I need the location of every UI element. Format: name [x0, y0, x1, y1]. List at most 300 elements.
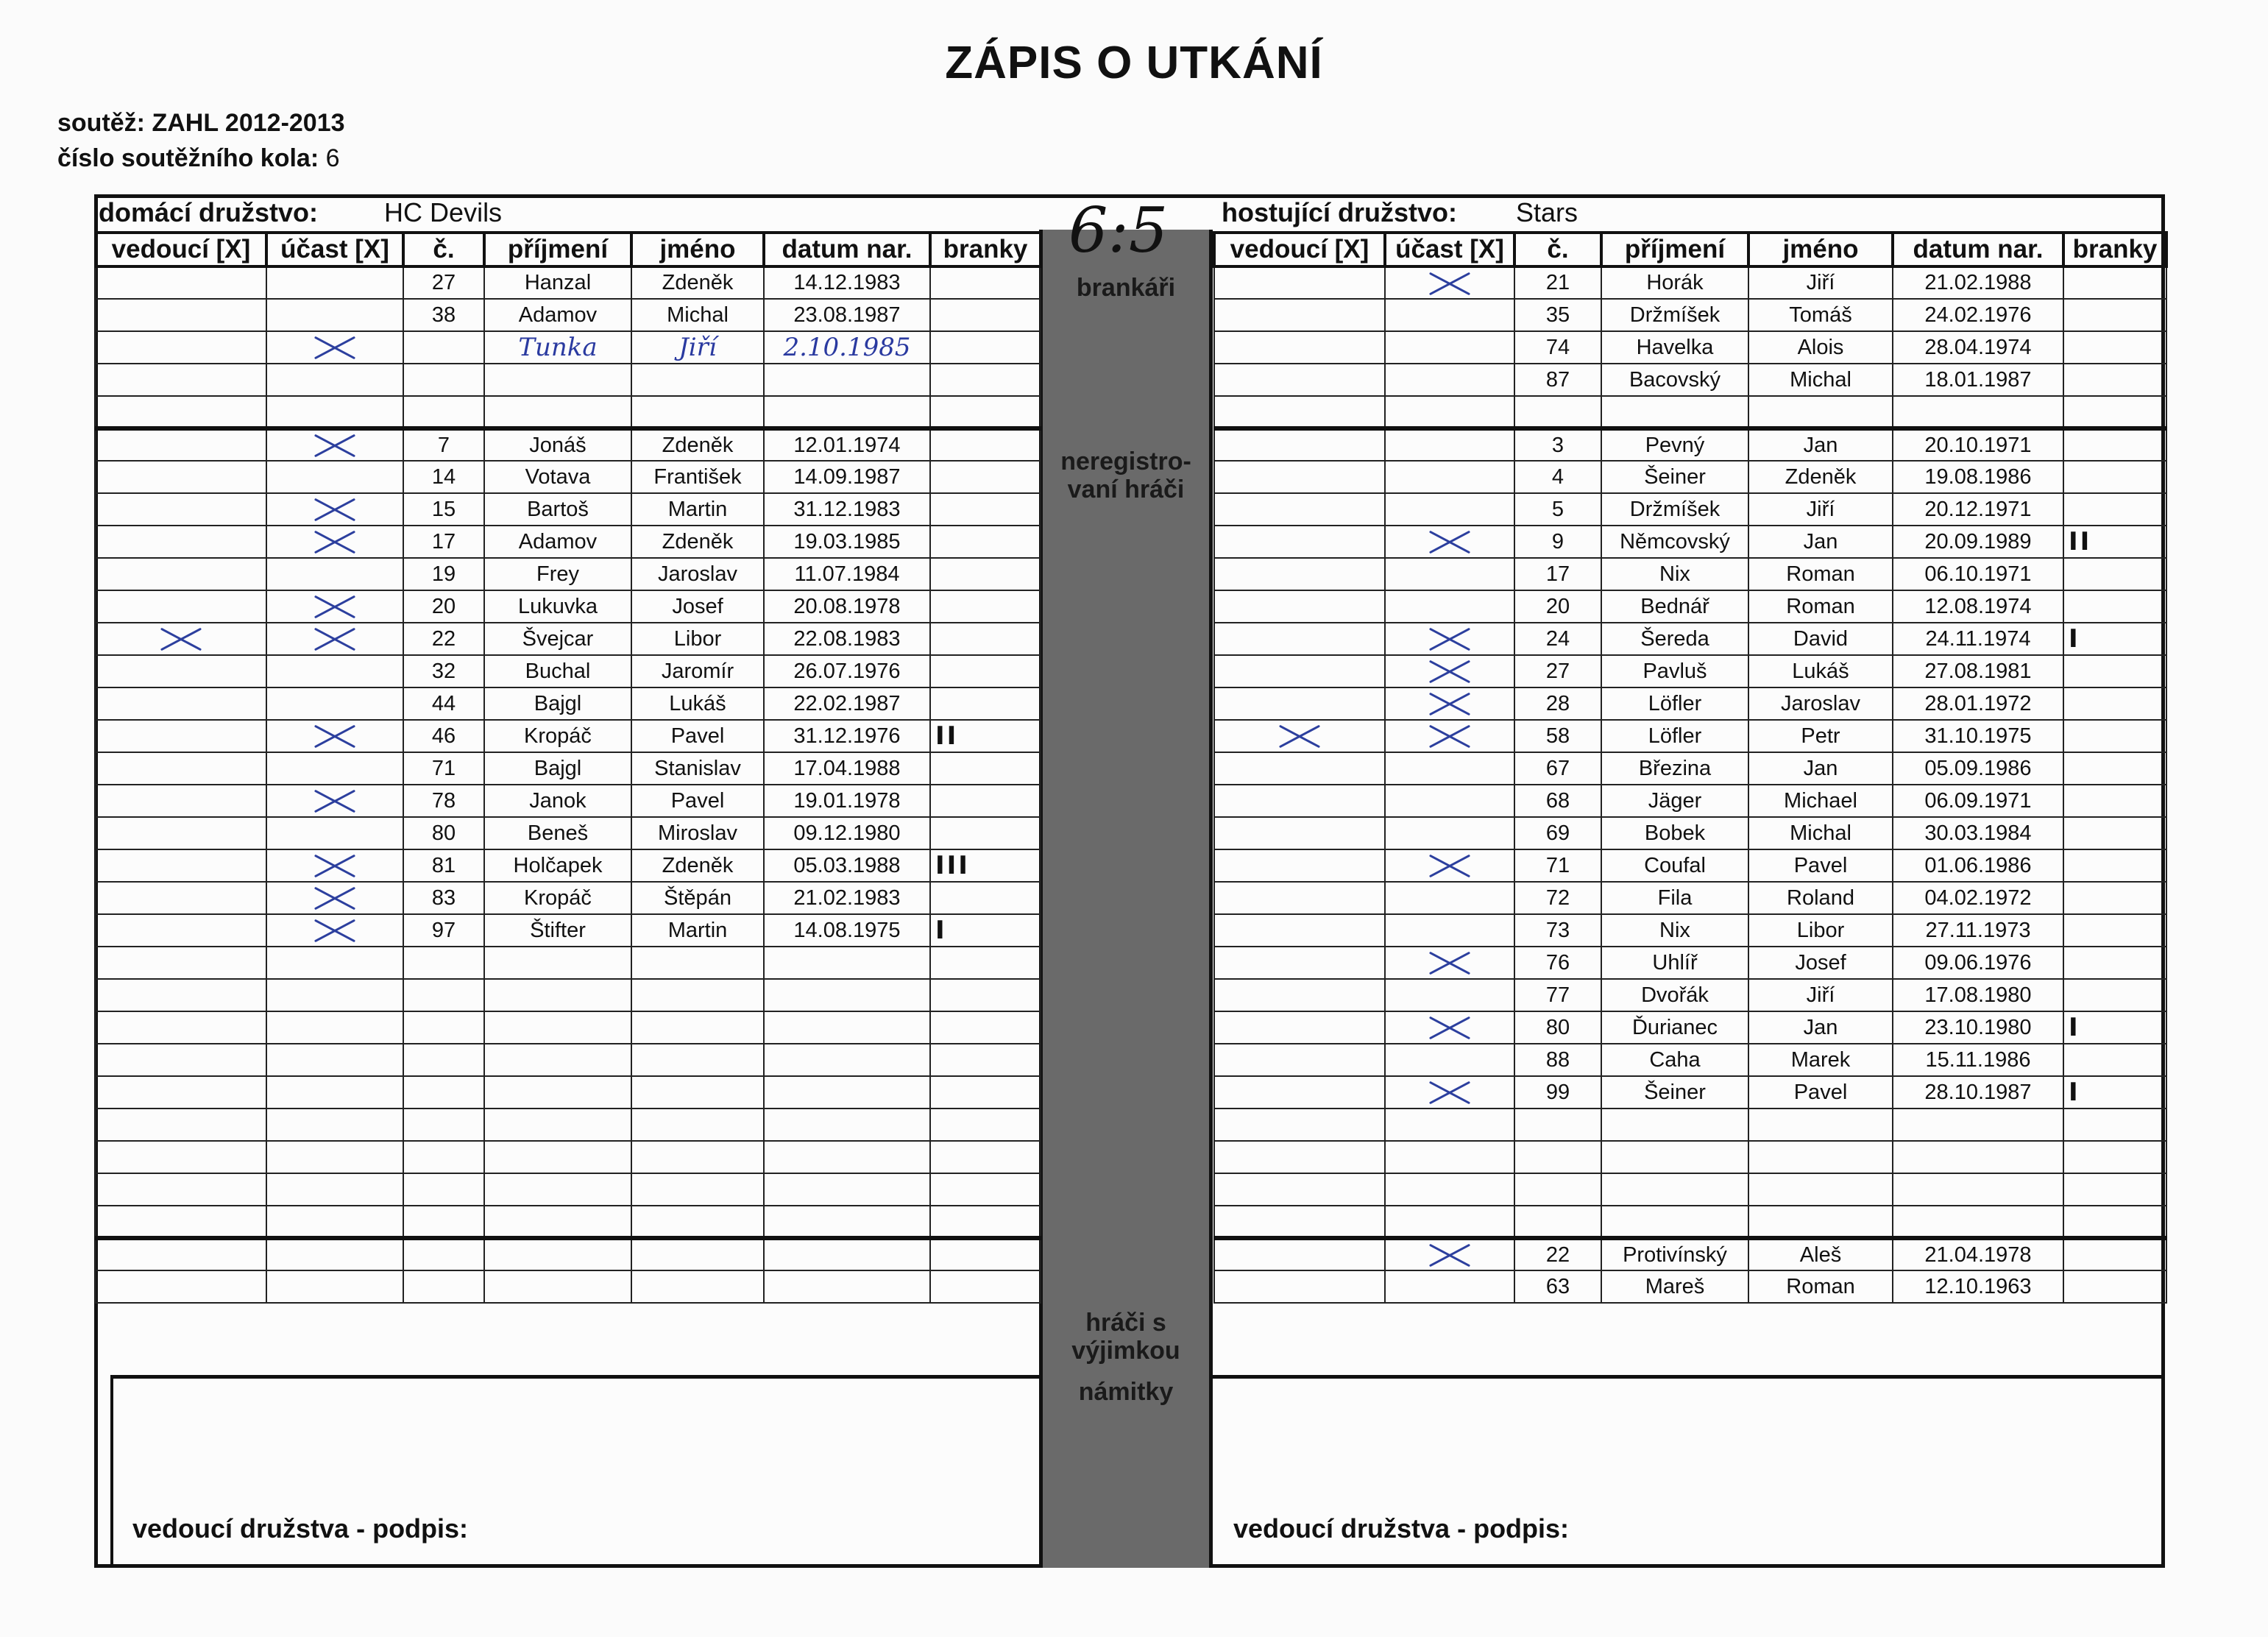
away-cell-att[interactable] [1385, 655, 1514, 687]
away-cell-goals[interactable] [2063, 882, 2166, 914]
home-cell-goals[interactable] [930, 1238, 1041, 1270]
away-cell-goals[interactable] [2063, 1238, 2166, 1270]
home-cell-cap[interactable] [96, 817, 266, 849]
home-cell-first [631, 1238, 764, 1270]
away-cell-att[interactable] [1385, 299, 1514, 331]
table-row [1214, 979, 2166, 1011]
away-cell-num [1514, 1238, 1601, 1270]
away-num-text: 77 [1545, 983, 1570, 1007]
away-cell-att[interactable] [1385, 493, 1514, 526]
home-cell-first [631, 849, 764, 882]
away-cell-att[interactable] [1385, 1109, 1514, 1141]
away-cell-goals[interactable] [2063, 493, 2166, 526]
away-cell-att[interactable] [1385, 849, 1514, 882]
home-last-text: Bartoš [527, 497, 589, 521]
table-row [96, 1238, 1041, 1270]
away-cell-last [1601, 1238, 1748, 1270]
home-cell-goals[interactable] [930, 914, 1041, 947]
away-cell-goals[interactable] [2063, 1109, 2166, 1141]
away-cell-cap[interactable] [1214, 331, 1385, 364]
table-row [96, 687, 1041, 720]
away-cell-cap[interactable] [1214, 655, 1385, 687]
table-row [1214, 558, 2166, 590]
away-first-text: Jaroslav [1781, 691, 1860, 715]
home-cell-cap[interactable] [96, 1044, 266, 1076]
home-cell-att[interactable] [266, 623, 403, 655]
away-cell-att[interactable] [1385, 623, 1514, 655]
home-first-text: František [653, 464, 742, 489]
home-cell-first [631, 1173, 764, 1206]
home-cell-att[interactable] [266, 1173, 403, 1206]
table-row [96, 396, 1041, 428]
home-last-text: Adamov [518, 529, 598, 554]
check-mark-icon [309, 626, 361, 652]
away-cell-goals[interactable] [2063, 558, 2166, 590]
away-cell-att[interactable] [1385, 558, 1514, 590]
home-cell-num [403, 817, 484, 849]
away-cell-cap[interactable] [1214, 687, 1385, 720]
home-cell-att[interactable] [266, 331, 403, 364]
away-cell-att[interactable] [1385, 947, 1514, 979]
home-cell-att[interactable] [266, 428, 403, 461]
home-cell-cap[interactable] [96, 1076, 266, 1109]
home-first-text: Miroslav [658, 821, 737, 845]
home-header-5: datum nar. [764, 233, 930, 266]
home-cell-goals[interactable] [930, 526, 1041, 558]
away-cell-cap[interactable] [1214, 1011, 1385, 1044]
away-cell-cap[interactable] [1214, 1238, 1385, 1270]
home-cell-att[interactable] [266, 1044, 403, 1076]
away-cell-cap[interactable] [1214, 817, 1385, 849]
home-dob-text: 12.01.1974 [793, 433, 901, 457]
away-cell-last [1601, 882, 1748, 914]
away-cell-num [1514, 1141, 1601, 1173]
home-cell-cap[interactable] [96, 331, 266, 364]
away-cell-num [1514, 558, 1601, 590]
home-cell-att[interactable] [266, 720, 403, 752]
home-cell-att[interactable] [266, 1076, 403, 1109]
away-cell-goals[interactable] [2063, 364, 2166, 396]
home-cell-first [631, 493, 764, 526]
away-cell-dob [1893, 1076, 2063, 1109]
home-cell-cap[interactable] [96, 849, 266, 882]
away-cell-cap[interactable] [1214, 752, 1385, 785]
away-cell-goals[interactable] [2063, 526, 2166, 558]
home-cell-att[interactable] [266, 1206, 403, 1238]
home-cell-goals[interactable] [930, 461, 1041, 493]
home-cell-goals[interactable] [930, 493, 1041, 526]
away-cell-goals[interactable] [2063, 590, 2166, 623]
home-cell-cap[interactable] [96, 1173, 266, 1206]
table-row [1214, 1238, 2166, 1270]
away-cell-att[interactable] [1385, 1270, 1514, 1303]
away-cell-att[interactable] [1385, 687, 1514, 720]
away-cell-goals[interactable] [2063, 1270, 2166, 1303]
home-cell-cap[interactable] [96, 266, 266, 299]
home-cell-first [631, 299, 764, 331]
check-mark-icon [309, 496, 361, 523]
home-cell-att[interactable] [266, 979, 403, 1011]
away-cell-cap[interactable] [1214, 947, 1385, 979]
away-cell-first [1748, 299, 1893, 331]
away-cell-goals[interactable] [2063, 266, 2166, 299]
away-cell-dob [1893, 655, 2063, 687]
home-cell-att[interactable] [266, 1011, 403, 1044]
table-row [1214, 461, 2166, 493]
home-cell-cap[interactable] [96, 1011, 266, 1044]
home-cell-cap[interactable] [96, 785, 266, 817]
away-num-text: 35 [1545, 303, 1570, 327]
home-first-text: Martin [667, 497, 728, 521]
away-cell-goals[interactable] [2063, 914, 2166, 947]
table-row [1214, 299, 2166, 331]
home-cell-num [403, 720, 484, 752]
home-cell-goals[interactable] [930, 1173, 1041, 1206]
table-row [96, 720, 1041, 752]
away-cell-dob [1893, 461, 2063, 493]
away-cell-att[interactable] [1385, 817, 1514, 849]
home-cell-goals[interactable] [930, 1044, 1041, 1076]
home-cell-att[interactable] [266, 655, 403, 687]
away-dob-text: 20.10.1971 [1924, 433, 2032, 457]
away-cell-first [1748, 655, 1893, 687]
away-first-text: Aleš [1799, 1242, 1842, 1267]
away-cell-att[interactable] [1385, 1076, 1514, 1109]
home-cell-att[interactable] [266, 882, 403, 914]
away-cell-att[interactable] [1385, 1141, 1514, 1173]
away-cell-goals[interactable] [2063, 1076, 2166, 1109]
away-cell-att[interactable] [1385, 979, 1514, 1011]
away-dob-text: 04.02.1972 [1924, 885, 2032, 910]
home-num-text: 80 [431, 821, 456, 845]
away-cell-att[interactable] [1385, 461, 1514, 493]
away-cell-att[interactable] [1385, 590, 1514, 623]
home-cell-goals[interactable] [930, 687, 1041, 720]
away-cell-cap[interactable] [1214, 461, 1385, 493]
home-cell-att[interactable] [266, 817, 403, 849]
home-cell-first [631, 590, 764, 623]
home-first-text: Zdeněk [662, 433, 734, 457]
check-mark-icon [155, 626, 207, 652]
home-cell-cap[interactable] [96, 461, 266, 493]
away-cell-num [1514, 1109, 1601, 1141]
away-cell-cap[interactable] [1214, 526, 1385, 558]
home-cell-cap[interactable] [96, 1206, 266, 1238]
away-cell-att[interactable] [1385, 785, 1514, 817]
home-cell-cap[interactable] [96, 364, 266, 396]
home-cell-goals[interactable] [930, 849, 1041, 882]
away-last-text: Havelka [1636, 335, 1714, 359]
home-cell-dob [764, 1270, 930, 1303]
away-cell-cap[interactable] [1214, 882, 1385, 914]
home-cell-dob [764, 817, 930, 849]
away-cell-cap[interactable] [1214, 1109, 1385, 1141]
away-cell-att[interactable] [1385, 1238, 1514, 1270]
home-num-text: 78 [431, 788, 456, 813]
away-cell-cap[interactable] [1214, 493, 1385, 526]
home-cell-goals[interactable] [930, 882, 1041, 914]
home-dob-text: 22.02.1987 [793, 691, 901, 715]
home-cell-att[interactable] [266, 849, 403, 882]
away-cell-cap[interactable] [1214, 1173, 1385, 1206]
home-cell-goals[interactable] [930, 1076, 1041, 1109]
home-num-text: 7 [437, 433, 450, 457]
away-cell-goals[interactable] [2063, 720, 2166, 752]
away-cell-att[interactable] [1385, 1206, 1514, 1238]
away-cell-att[interactable] [1385, 1044, 1514, 1076]
home-cell-cap[interactable] [96, 428, 266, 461]
away-cell-cap[interactable] [1214, 720, 1385, 752]
away-num-text: 17 [1545, 562, 1570, 586]
away-num-text: 88 [1545, 1047, 1570, 1072]
away-cell-goals[interactable] [2063, 1044, 2166, 1076]
home-cell-cap[interactable] [96, 882, 266, 914]
away-cell-att[interactable] [1385, 396, 1514, 428]
away-cell-dob [1893, 558, 2063, 590]
away-cell-cap[interactable] [1214, 1270, 1385, 1303]
away-cell-num [1514, 266, 1601, 299]
home-cell-goals[interactable] [930, 590, 1041, 623]
away-cell-cap[interactable] [1214, 590, 1385, 623]
home-cell-att[interactable] [266, 299, 403, 331]
home-cell-att[interactable] [266, 1238, 403, 1270]
home-cell-cap[interactable] [96, 1109, 266, 1141]
away-cell-dob [1893, 331, 2063, 364]
home-cell-dob [764, 266, 930, 299]
home-cell-goals[interactable] [930, 1206, 1041, 1238]
check-mark-icon [309, 593, 361, 620]
home-cell-goals[interactable] [930, 396, 1041, 428]
center-band [1039, 230, 1213, 1568]
away-cell-goals[interactable] [2063, 979, 2166, 1011]
away-cell-goals[interactable] [2063, 687, 2166, 720]
home-cell-cap[interactable] [96, 947, 266, 979]
home-cell-att[interactable] [266, 493, 403, 526]
home-cell-att[interactable] [266, 687, 403, 720]
table-row [96, 817, 1041, 849]
home-cell-dob [764, 396, 930, 428]
away-cell-last [1601, 1044, 1748, 1076]
home-cell-cap[interactable] [96, 590, 266, 623]
home-num-text: 19 [431, 562, 456, 586]
away-cell-dob [1893, 687, 2063, 720]
home-cell-cap[interactable] [96, 655, 266, 687]
away-last-text: Němcovský [1620, 529, 1730, 554]
home-cell-cap[interactable] [96, 493, 266, 526]
away-cell-cap[interactable] [1214, 785, 1385, 817]
home-cell-cap[interactable] [96, 979, 266, 1011]
check-mark-icon [1424, 852, 1475, 879]
home-cell-att[interactable] [266, 752, 403, 785]
away-cell-att[interactable] [1385, 1011, 1514, 1044]
away-cell-goals[interactable] [2063, 1173, 2166, 1206]
home-cell-att[interactable] [266, 396, 403, 428]
away-cell-goals[interactable] [2063, 396, 2166, 428]
home-cell-att[interactable] [266, 590, 403, 623]
away-cell-att[interactable] [1385, 331, 1514, 364]
away-dob-text: 06.10.1971 [1924, 562, 2032, 586]
away-cell-goals[interactable] [2063, 461, 2166, 493]
home-cell-goals[interactable] [930, 1011, 1041, 1044]
home-cell-num [403, 493, 484, 526]
home-cell-goals[interactable] [930, 428, 1041, 461]
home-cell-att[interactable] [266, 1270, 403, 1303]
home-dob-text: 31.12.1976 [793, 724, 901, 748]
away-cell-cap[interactable] [1214, 396, 1385, 428]
away-cell-last [1601, 817, 1748, 849]
home-cell-last [484, 914, 631, 947]
away-cell-first [1748, 687, 1893, 720]
home-cell-goals[interactable] [930, 558, 1041, 590]
away-cell-cap[interactable] [1214, 1206, 1385, 1238]
home-cell-att[interactable] [266, 1141, 403, 1173]
away-dob-text: 09.06.1976 [1924, 950, 2032, 975]
home-cell-goals[interactable] [930, 331, 1041, 364]
home-cell-goals[interactable] [930, 752, 1041, 785]
away-cell-att[interactable] [1385, 752, 1514, 785]
home-cell-cap[interactable] [96, 720, 266, 752]
away-cell-goals[interactable] [2063, 331, 2166, 364]
away-cell-goals[interactable] [2063, 947, 2166, 979]
home-cell-goals[interactable] [930, 947, 1041, 979]
home-cell-cap[interactable] [96, 623, 266, 655]
check-mark-icon [1424, 528, 1475, 555]
home-num-text: 14 [431, 464, 456, 489]
away-cell-att[interactable] [1385, 428, 1514, 461]
home-cell-cap[interactable] [96, 687, 266, 720]
table-row [96, 1076, 1041, 1109]
home-cell-goals[interactable] [930, 623, 1041, 655]
away-cell-att[interactable] [1385, 364, 1514, 396]
home-cell-num [403, 1238, 484, 1270]
away-cell-cap[interactable] [1214, 299, 1385, 331]
home-cell-dob [764, 882, 930, 914]
home-cell-goals[interactable] [930, 299, 1041, 331]
away-cell-goals[interactable] [2063, 428, 2166, 461]
away-first-text: Michael [1784, 788, 1857, 813]
home-cell-cap[interactable] [96, 914, 266, 947]
away-cell-dob [1893, 882, 2063, 914]
home-cell-last [484, 979, 631, 1011]
home-team-label: domácí družstvo: [99, 197, 319, 227]
away-cell-att[interactable] [1385, 526, 1514, 558]
home-last-text: Lukuvka [517, 594, 598, 618]
home-cell-goals[interactable] [930, 785, 1041, 817]
home-header-6: branky [930, 233, 1041, 266]
home-first-text: Zdeněk [662, 271, 734, 294]
home-cell-dob [764, 785, 930, 817]
home-cell-att[interactable] [266, 526, 403, 558]
home-cell-att[interactable] [266, 461, 403, 493]
home-cell-att[interactable] [266, 558, 403, 590]
home-cell-last [484, 1206, 631, 1238]
away-cell-num [1514, 687, 1601, 720]
away-cell-goals[interactable] [2063, 1141, 2166, 1173]
away-cell-cap[interactable] [1214, 849, 1385, 882]
away-cell-goals[interactable] [2063, 655, 2166, 687]
home-cell-goals[interactable] [930, 1109, 1041, 1141]
home-cell-att[interactable] [266, 785, 403, 817]
away-cell-cap[interactable] [1214, 623, 1385, 655]
home-cell-goals[interactable] [930, 266, 1041, 299]
away-cell-att[interactable] [1385, 266, 1514, 299]
home-cell-first [631, 687, 764, 720]
home-dob-text: 14.09.1987 [793, 464, 901, 489]
home-cell-cap[interactable] [96, 752, 266, 785]
away-cell-goals[interactable] [2063, 1011, 2166, 1044]
home-cell-num [403, 785, 484, 817]
home-cell-goals[interactable] [930, 979, 1041, 1011]
away-last-text: Bacovský [1629, 367, 1721, 392]
home-cell-dob [764, 1076, 930, 1109]
away-cell-goals[interactable] [2063, 623, 2166, 655]
away-cell-cap[interactable] [1214, 558, 1385, 590]
home-cell-att[interactable] [266, 266, 403, 299]
home-cell-goals[interactable] [930, 1270, 1041, 1303]
away-cell-att[interactable] [1385, 720, 1514, 752]
home-cell-cap[interactable] [96, 526, 266, 558]
away-cell-goals[interactable] [2063, 817, 2166, 849]
home-cell-att[interactable] [266, 1109, 403, 1141]
away-dob-text: 28.01.1972 [1924, 691, 2032, 715]
table-row [1214, 590, 2166, 623]
away-cell-cap[interactable] [1214, 979, 1385, 1011]
away-cell-att[interactable] [1385, 882, 1514, 914]
home-cell-first [631, 396, 764, 428]
home-cell-goals[interactable] [930, 817, 1041, 849]
away-cell-cap[interactable] [1214, 1141, 1385, 1173]
away-cell-cap[interactable] [1214, 1044, 1385, 1076]
away-dob-text: 24.02.1976 [1924, 303, 2032, 327]
table-row [1214, 1109, 2166, 1141]
away-cell-cap[interactable] [1214, 364, 1385, 396]
home-last-text: Buchal [525, 659, 591, 683]
away-cell-goals[interactable] [2063, 1206, 2166, 1238]
away-cell-goals[interactable] [2063, 849, 2166, 882]
competition-value: ZAHL 2012-2013 [152, 109, 345, 137]
home-cell-cap[interactable] [96, 396, 266, 428]
home-cell-num [403, 1044, 484, 1076]
away-cell-dob [1893, 1238, 2063, 1270]
home-cell-att[interactable] [266, 947, 403, 979]
away-cell-cap[interactable] [1214, 1076, 1385, 1109]
away-num-text: 22 [1545, 1242, 1570, 1267]
home-cell-goals[interactable] [930, 655, 1041, 687]
home-cell-cap[interactable] [96, 558, 266, 590]
home-cell-goals[interactable] [930, 1141, 1041, 1173]
home-cell-cap[interactable] [96, 1238, 266, 1270]
home-cell-cap[interactable] [96, 1270, 266, 1303]
away-cell-last [1601, 1011, 1748, 1044]
table-row [96, 266, 1041, 299]
away-cell-cap[interactable] [1214, 428, 1385, 461]
away-cell-goals[interactable] [2063, 752, 2166, 785]
band-label-objections: námitky [1078, 1378, 1174, 1406]
home-cell-cap[interactable] [96, 299, 266, 331]
home-cell-goals[interactable] [930, 720, 1041, 752]
away-cell-att[interactable] [1385, 1173, 1514, 1206]
home-cell-num [403, 396, 484, 428]
home-cell-cap[interactable] [96, 1141, 266, 1173]
away-cell-cap[interactable] [1214, 266, 1385, 299]
away-cell-att[interactable] [1385, 914, 1514, 947]
home-cell-att[interactable] [266, 914, 403, 947]
away-cell-goals[interactable] [2063, 785, 2166, 817]
home-cell-goals[interactable] [930, 364, 1041, 396]
away-cell-cap[interactable] [1214, 914, 1385, 947]
away-cell-goals[interactable] [2063, 299, 2166, 331]
home-cell-att[interactable] [266, 364, 403, 396]
